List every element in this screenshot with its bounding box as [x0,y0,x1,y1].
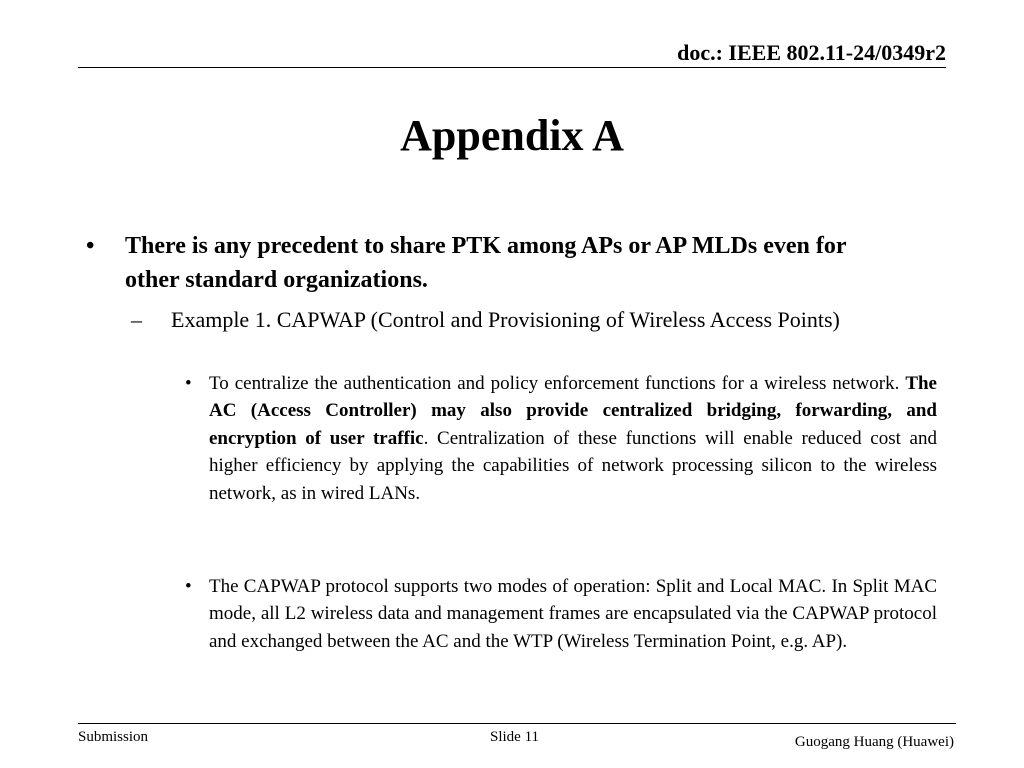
bullet-level-1 [86,229,906,297]
bullet-level-2 [131,304,911,335]
point-text-before: To centralize the authentication and policy enforcement functions for a wireless network. [209,373,906,394]
slide-title: Appendix A [400,111,624,160]
bullet-marker: • [185,373,192,394]
bullet-marker: • [185,576,192,597]
bullet-level-3-first [185,370,937,507]
header-rule [78,67,946,68]
point-text-bold: The AC (Access Controller) may also provide centralized bridging, forwarding, and encryption of user traffic [209,373,937,449]
footer-slide-number: Slide 11 [490,729,540,745]
sub-bullet-text: Example 1. CAPWAP (Control and Provisioning of Wireless Access Points) [171,307,840,332]
bullet-text: There is any precedent to share PTK among APs or AP MLDs even for other standard organizations. [125,233,847,293]
point-paragraph [209,370,937,507]
bullet-marker: • [86,233,95,259]
point-text-after: . Centralization of these functions will enable reduced cost and higher efficiency by applying the capabilities of network processing silicon to the wireless network, as in wired LANs. [209,427,937,504]
footer-rule [78,723,956,724]
dash-marker: – [131,307,142,332]
point-paragraph: The CAPWAP protocol supports two modes of operation: Split and Local MAC. In Split MAC mode, all L2 wireless data and management frames are encapsulated via the CAPWAP protocol and exchanged between the AC and the WTP (Wireless Termination Point, e.g. AP). [209,576,937,652]
bullet-level-3-second [185,573,937,655]
footer-author: Guogang Huang (Huawei) [794,734,954,750]
footer-submission: Submission [78,729,149,745]
doc-header: doc.: IEEE 802.11-24/0349r2 [677,40,946,65]
